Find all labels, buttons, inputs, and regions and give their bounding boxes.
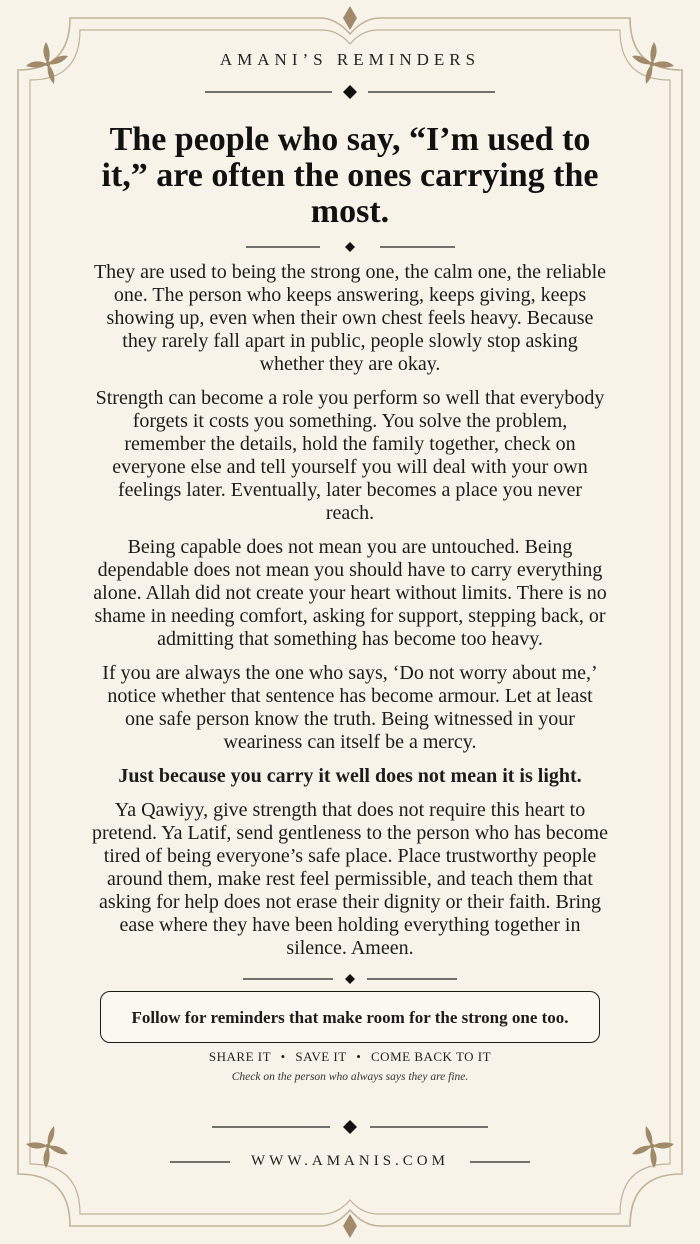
key-statement: Just because you carry it well does not mean it is light. <box>118 765 582 787</box>
footer-note: Check on the person who always says they are fine. <box>231 1071 469 1083</box>
diamond-icon <box>343 85 357 99</box>
separator-dot: • <box>280 1049 286 1064</box>
come-back-label: COME BACK TO IT <box>371 1049 492 1064</box>
share-it-label: SHARE IT <box>208 1049 271 1064</box>
website-link[interactable]: WWW.AMANIS.COM <box>251 1153 449 1169</box>
save-it-label: SAVE IT <box>295 1049 347 1064</box>
paragraph: They are used to being the strong one, the calm one, the reliable one. The person who keeps answering, keeps giving, keeps showing up, even when their own chest feels heavy. Because they rarely fall apart in public, people slowly stop asking whether they are okay. <box>93 261 607 375</box>
paragraph: Being capable does not mean you are untouched. Being dependable does not mean you should have to carry everything alone. Allah did not create your heart without limits. There is no shame in needing comfort, asking for support, stepping back, or admitting that something has become too heavy. <box>93 536 607 650</box>
diamond-icon <box>343 1120 357 1134</box>
footer-divider <box>0 1119 700 1135</box>
brand-name: AMANI’S REMINDERS <box>219 50 481 69</box>
header-divider <box>0 84 700 100</box>
reminder-body <box>92 261 608 971</box>
page-title: The people who say, “I’m used to it,” are often the ones carrying the most. <box>101 121 599 230</box>
follow-cta-button[interactable]: Follow for reminders that make room for the strong one too. <box>100 991 600 1043</box>
body-divider <box>0 971 700 987</box>
paragraph: If you are always the one who says, ‘Do not worry about me,’ notice whether that sentence has become armour. Let at least one safe person know the truth. Being witnessed in your weariness can itself be a mercy. <box>102 662 598 753</box>
separator-dot: • <box>356 1049 362 1064</box>
share-row <box>0 1049 700 1065</box>
diamond-icon <box>345 974 355 984</box>
paragraph: Strength can become a role you perform so well that everybody forgets it costs you something. You solve the problem, remember the details, hold the family together, check on everyone else and tell yourself you will deal with your own feelings later. Eventually, later becomes a place you never reach. <box>95 387 605 524</box>
dua-paragraph: Ya Qawiyy, give strength that does not require this heart to pretend. Ya Latif, send gentleness to the person who has become tired of being everyone’s safe place. Place trustworthy people around them, make rest feel permissible, and teach them that asking for help does not erase their dignity or their faith. Bring ease where they have been holding everything together in silence. Ameen. <box>92 799 608 959</box>
diamond-icon <box>345 242 355 252</box>
title-divider <box>0 239 700 255</box>
